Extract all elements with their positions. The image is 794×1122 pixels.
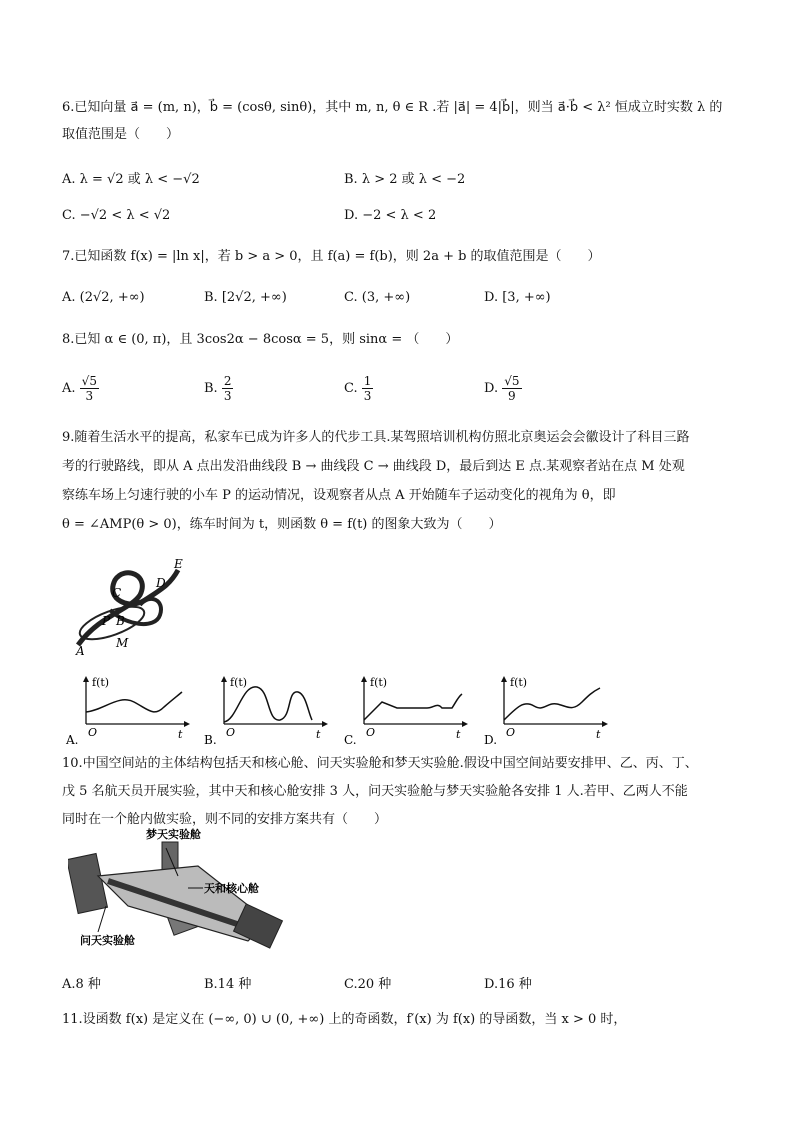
q7-option-c[interactable]: C. (3, +∞)	[344, 290, 411, 305]
solar-panel-left	[68, 853, 107, 913]
fig-label-b: B	[116, 614, 125, 628]
svg-text:f(t): f(t)	[92, 676, 110, 689]
question-10	[62, 750, 742, 834]
q6-option-d[interactable]: D. −2 < λ < 2	[344, 208, 437, 223]
fig-label-d: D	[156, 576, 166, 590]
q7-option-b[interactable]: B. [2√2, +∞)	[204, 290, 287, 305]
question-11	[62, 1006, 742, 1033]
q9-graph-a	[64, 672, 204, 747]
svg-text:t: t	[178, 728, 183, 741]
question-9	[62, 423, 742, 539]
svg-text:f(t): f(t)	[510, 676, 528, 689]
svg-text:f(t): f(t)	[230, 676, 248, 689]
graph-b-curve	[224, 687, 312, 722]
label-mengtian: 梦天实验舱	[146, 828, 201, 841]
q9-option-a[interactable]: A.	[66, 733, 79, 747]
q10-space-station-figure	[68, 826, 308, 956]
svg-text:O: O	[226, 726, 236, 739]
q6-option-a[interactable]: A. λ = √2 或 λ < −√2	[62, 172, 200, 187]
svg-text:O: O	[506, 726, 516, 739]
graph-c-curve	[364, 694, 462, 720]
label-tianhe: 天和核心舱	[204, 882, 259, 895]
svg-text:t: t	[456, 728, 461, 741]
q7-option-d[interactable]: D. [3, +∞)	[484, 290, 551, 305]
q10-stem-line3: 同时在一个舱内做实验，则不同的安排方案共有（ ）	[62, 812, 388, 827]
q10-option-a[interactable]: A.8 种	[62, 977, 101, 992]
svg-text:O: O	[366, 726, 376, 739]
q8-option-b[interactable]: B. $\frac{2}{3}$	[204, 374, 232, 403]
question-6	[62, 94, 742, 148]
q10-option-b[interactable]: B.14 种	[204, 977, 252, 992]
q10-stem-line1: 10.中国空间站的主体结构包括天和核心舱、问天实验舱和梦天实验舱.假设中国空间站要安排甲、乙、丙、丁、	[62, 756, 698, 771]
q6-stem-line2: 取值范围是（ ）	[62, 127, 180, 142]
q9-option-b[interactable]: B.	[204, 733, 217, 747]
q9-route-figure	[70, 555, 200, 660]
svg-text:t: t	[316, 728, 321, 741]
q9-graph-b	[202, 672, 342, 747]
q7-stem-line1: 7.已知函数 f(x) = |ln x|，若 b > a > 0，且 f(a) = f(b)，则 2a + b 的取值范围是（ ）	[62, 249, 601, 264]
q9-graph-c	[342, 672, 482, 747]
q11-stem-line1: 11.设函数 f(x) 是定义在 (−∞, 0) ∪ (0, +∞) 上的奇函数，f′(x) 为 f(x) 的导函数，当 x > 0 时，	[62, 1012, 627, 1027]
q10-option-c[interactable]: C.20 种	[344, 977, 392, 992]
q9-stem-line3: 察练车场上匀速行驶的小车 P 的运动情况，设观察者从点 A 开始随车子运动变化的视角为 θ，即	[62, 488, 616, 503]
svg-text:t: t	[596, 728, 601, 741]
q9-stem-line2: 考的行驶路线，即从 A 点出发沿曲线段 B → 曲线段 C → 曲线段 D，最后到达 E 点.某观察者站在点 M 处观	[62, 459, 685, 474]
route-ellipse	[76, 600, 148, 646]
graph-d-curve	[504, 688, 600, 720]
fig-label-c: C	[112, 586, 122, 600]
question-7	[62, 243, 742, 270]
fig-label-e: E	[174, 557, 183, 571]
q6-option-c[interactable]: C. −√2 < λ < √2	[62, 208, 171, 223]
question-8	[62, 326, 742, 353]
q9-graph-d	[482, 672, 622, 747]
q9-stem-line4: θ = ∠AMP(θ > 0)，练车时间为 t，则函数 θ = f(t) 的图象大致为（ ）	[62, 517, 502, 532]
q9-option-c[interactable]: C.	[344, 733, 357, 747]
q6-stem-line1: 6.已知向量 a⃗ = (m, n)，b⃗ = (cosθ, sinθ)，其中 m, n, θ ∈ R .若 |a⃗| = 4|b⃗|，则当 a⃗·b⃗ < λ² 恒成立时实数 λ 的	[62, 100, 723, 115]
q9-stem-line1: 9.随着生活水平的提高，私家车已成为许多人的代步工具.某驾照培训机构仿照北京奥运会会徽设计了科目三路	[62, 430, 690, 445]
q6-option-b[interactable]: B. λ > 2 或 λ < −2	[344, 172, 466, 187]
fig-label-m: M	[116, 636, 129, 650]
q8-option-a[interactable]: A. $\frac{√5}{3}$	[62, 374, 97, 403]
graph-a-curve	[86, 692, 182, 712]
q10-option-d[interactable]: D.16 种	[484, 977, 532, 992]
q9-option-d[interactable]: D.	[484, 733, 498, 747]
label-wentian: 问天实验舱	[80, 934, 135, 947]
q7-option-a[interactable]: A. (2√2, +∞)	[62, 290, 145, 305]
q8-stem-line1: 8.已知 α ∈ (0, π)，且 3cos2α − 8cosα = 5，则 sinα = （ ）	[62, 332, 459, 347]
fig-label-a: A	[76, 644, 85, 658]
q8-option-c[interactable]: C. $\frac{1}{3}$	[344, 374, 372, 403]
svg-text:f(t): f(t)	[370, 676, 388, 689]
q10-stem-line2: 戊 5 名航天员开展实验，其中天和核心舱安排 3 人，问天实验舱与梦天实验舱各安排 1 人.若甲、乙两人不能	[62, 784, 688, 799]
q8-option-d[interactable]: D. $\frac{√5}{9}$	[484, 374, 520, 403]
svg-text:O: O	[88, 726, 98, 739]
fig-label-p: P	[102, 614, 111, 628]
